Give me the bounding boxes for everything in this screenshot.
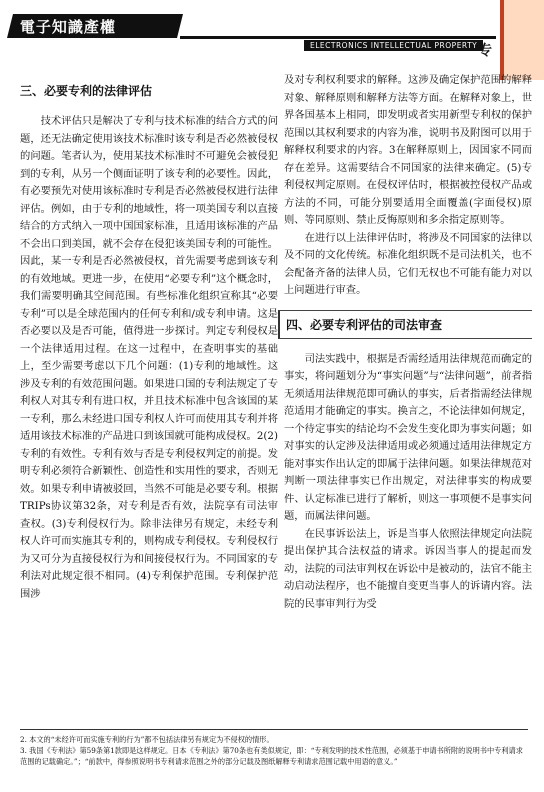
section-heading-3: 三、必要专利的法律评估 (20, 84, 153, 98)
journal-logo (7, 14, 183, 38)
footnote: 3. 我国《专利法》第59条第1款即是这样规定。日本《专利法》第70条也有类似规定，即：“专利发明的技术性范围，必须基于申请书所附的说明书中专利请求范围的记载确定。”；“前款中，得参照说明书专利请求范围之外的部分记载及图纸解释专利请求范围记载中用语的意义。” (20, 746, 523, 766)
section-heading-box (278, 310, 532, 339)
page-header (0, 0, 544, 58)
section-heading-4: 四、必要专利评估的司法审查 (286, 317, 443, 332)
footnotes (20, 729, 528, 767)
body-paragraph: 技术评估只是解决了专利与技术标准的结合方式的问题，还无法确定使用该技术标准时该专利是否必然被侵权的问题。笔者认为，使用某技术标准时不可避免会被侵犯到的专利，从另一个侧面证明了该专利的必要性。因此，有必要预先对使用该标准时专利是否必然被侵权进行法律评估。例如，由于专利的地域性，将一项美国专利以直接结合的方式纳入一项中国国家标准，且适用该标准的产品不会出口到美国，就不会存在侵犯该美国专利的可能性。因此，某一专利是否必然被侵权，首先需要考虑到该专利的有效地域。更进一步，在使用“必要专利”这个概念时，我们需要明确其空间范围。有些标准化组织宣称其“必要专利”可以是全球范围内的任何专利和/或专利申请。这是否必要以及是否可能，值得进一步探讨。判定专利侵权是一个法律适用过程。在这一过程中，在查明事实的基础上，至少需要考虑以下几个问题：(1)专利的地域性。这涉及专利的有效范围问题。如果进口国的专利法规定了专利权人对其专利有进口权，并且技术标准中包含该国的某一专利，那么未经进口国专利权人许可而使用其专利并将适用该技术标准的产品进口到该国就可能构成侵权。2(2)专利的有效性。专利有效与否是专利侵权判定的前提。发明专利必须符合新颖性、创造性和实用性的要求，否则无效。如果专利申请被驳回，当然不可能是必要专利。根据TRIPs协议第32条，对专利是否有效，法院享有司法审查权。(3)专利侵权行为。除非法律另有规定，未经专利权人许可而实施其专利的，则构成专利侵权。专利侵权行为又可分为直接侵权行为和间接侵权行为。不同国家的专利法对此规定很不相同。(4)专利保护范围。专利保护范围涉 (20, 115, 278, 600)
body-paragraph: 在进行以上法律评估时，将涉及不同国家的法律以及不同的文化传统。标准化组织既不是司法机关，也不会配备齐备的法律人员，它们无权也不可能有能力对以上问题进行审查。 (284, 231, 532, 296)
journal-english-title: ELECTRONICS INTELLECTUAL PROPERTY (304, 40, 483, 51)
left-column (20, 72, 278, 603)
body-paragraph: 及对专利权利要求的解释。这涉及确定保护范围的解释对象、解释原则和解释方法等方面。在解释对象上，世界各国基本上相同，即发明或者实用新型专利权的保护范围以其权利要求的内容为准，说明书及附图可以用于解释权利要求的内容。3在解释原则上，因国家不同而存在差异。这需要结合不同国家的法律来确定。(5)专利侵权判定原则。在侵权评估时，根据被控侵权产品或方法的不同，可能分别要适用全面覆盖(字面侵权)原则、等同原则、禁止反悔原则和多余指定原则等。 (284, 74, 532, 226)
footnote: 2. 本文的“未经许可而实施专利的行为”都不包括法律另有规定为不侵权的情形。 (20, 735, 274, 744)
journal-logo-text: 電子知識產權 (19, 18, 116, 36)
header-rule (180, 36, 496, 39)
corner-tab (500, 0, 544, 80)
section-tag: 专 (478, 43, 492, 59)
body-paragraph: 司法实践中，根据是否需经适用法律规范而确定的事实，将问题划分为“事实问题”与“法律问题”，前者指无须适用法律规范即可确认的事实，后者指需经法律规范适用才能确定的事实。换言之，不论法律如何规定，一个待定事实的结论均不会发生变化即为事实问题；如对事实的认定涉及法律适用或必须通过适用法律规定方能对事实作出认定的即属于法律问题。如果法律规范对判断一项法律事实已作出规定，对法律事实的构成要件、认定标准已进行了解析，则这一事项便不是事实问题，而属法律问题。 (284, 352, 532, 522)
right-column (284, 72, 532, 613)
body-paragraph: 在民事诉讼法上，诉是当事人依照法律规定向法院提出保护其合法权益的请求。诉因当事人的提起而发动，法院的司法审判权在诉讼中是被动的，法官不能主动启动法程序，也不能擅自变更当事人的诉请内容。法院的民事审判行为受 (284, 527, 532, 610)
